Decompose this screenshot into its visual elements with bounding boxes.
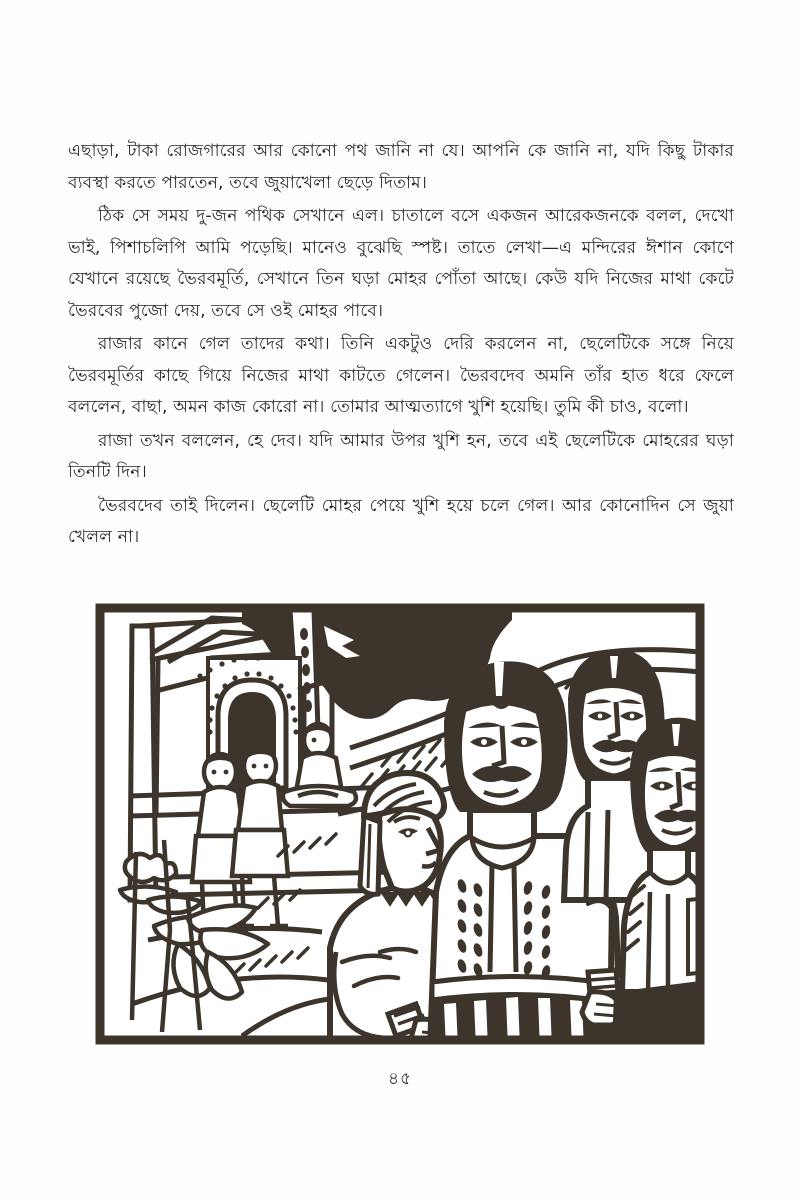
- body-text-block: [68, 136, 734, 554]
- paragraph-2: ঠিক সে সময় দু-জন পথিক সেখানে এল। চাতালে বসে একজন আরেকজনকে বলল, দেখো ভাই, পিশাচলিপি আমি পড়েছি। মানেও বুঝেছি স্পষ্ট। তাতে লেখা—এ মন্দিরের ঈশান কোণে যেখানে রয়েছে ভৈরবমূর্তি, সেখানে তিন ঘড়া মোহর পোঁতা আছে। কেউ যদি নিজের মাথা কেটে ভৈরবের পুজো দেয়, তবে সে ওই মোহর পাবে।: [68, 206, 734, 321]
- paragraph-4: রাজা তখন বললেন, হে দেব। যদি আমার উপর খুশি হন, তবে এই ছেলেটিকে মোহরের ঘড়া তিনটি দিন।: [68, 430, 734, 482]
- illustration-scene: [120, 608, 708, 1048]
- page-number: ৪৫: [387, 1069, 413, 1089]
- illustration-artwork: [92, 600, 708, 1048]
- seated-figure-eye: [312, 738, 317, 743]
- illustration: [92, 600, 708, 1048]
- paragraph-5: ভৈরবদেব তাই দিলেন। ছেলেটি মোহর পেয়ে খুশি হয়ে চলে গেল। আর কোনোদিন সে জুয়া খেলল না।: [68, 495, 734, 547]
- paragraph-1: এছাড়া, টাকা রোজগারের আর কোনো পথ জানি না যে। আপনি কে জানি না, যদি কিছু টাকার ব্যবস্থা করতে পারতেন, তবে জুয়াখেলা ছেড়ে দিতাম।: [68, 141, 734, 193]
- paragraph-3: রাজার কানে গেল তাদের কথা। তিনি একটুও দেরি করলেন না, ছেলেটিকে সঙ্গে নিয়ে ভৈরবমূর্তির কাছে গিয়ে নিজের মাথা কাটতে গেলেন। ভৈরবদেব অমনি তাঁর হাত ধরে ফেলে বললেন, বাছা, অমন কাজ কোরো না। তোমার আত্মত্যাগে খুশি হয়েছি। তুমি কী চাও, বলো।: [68, 334, 734, 417]
